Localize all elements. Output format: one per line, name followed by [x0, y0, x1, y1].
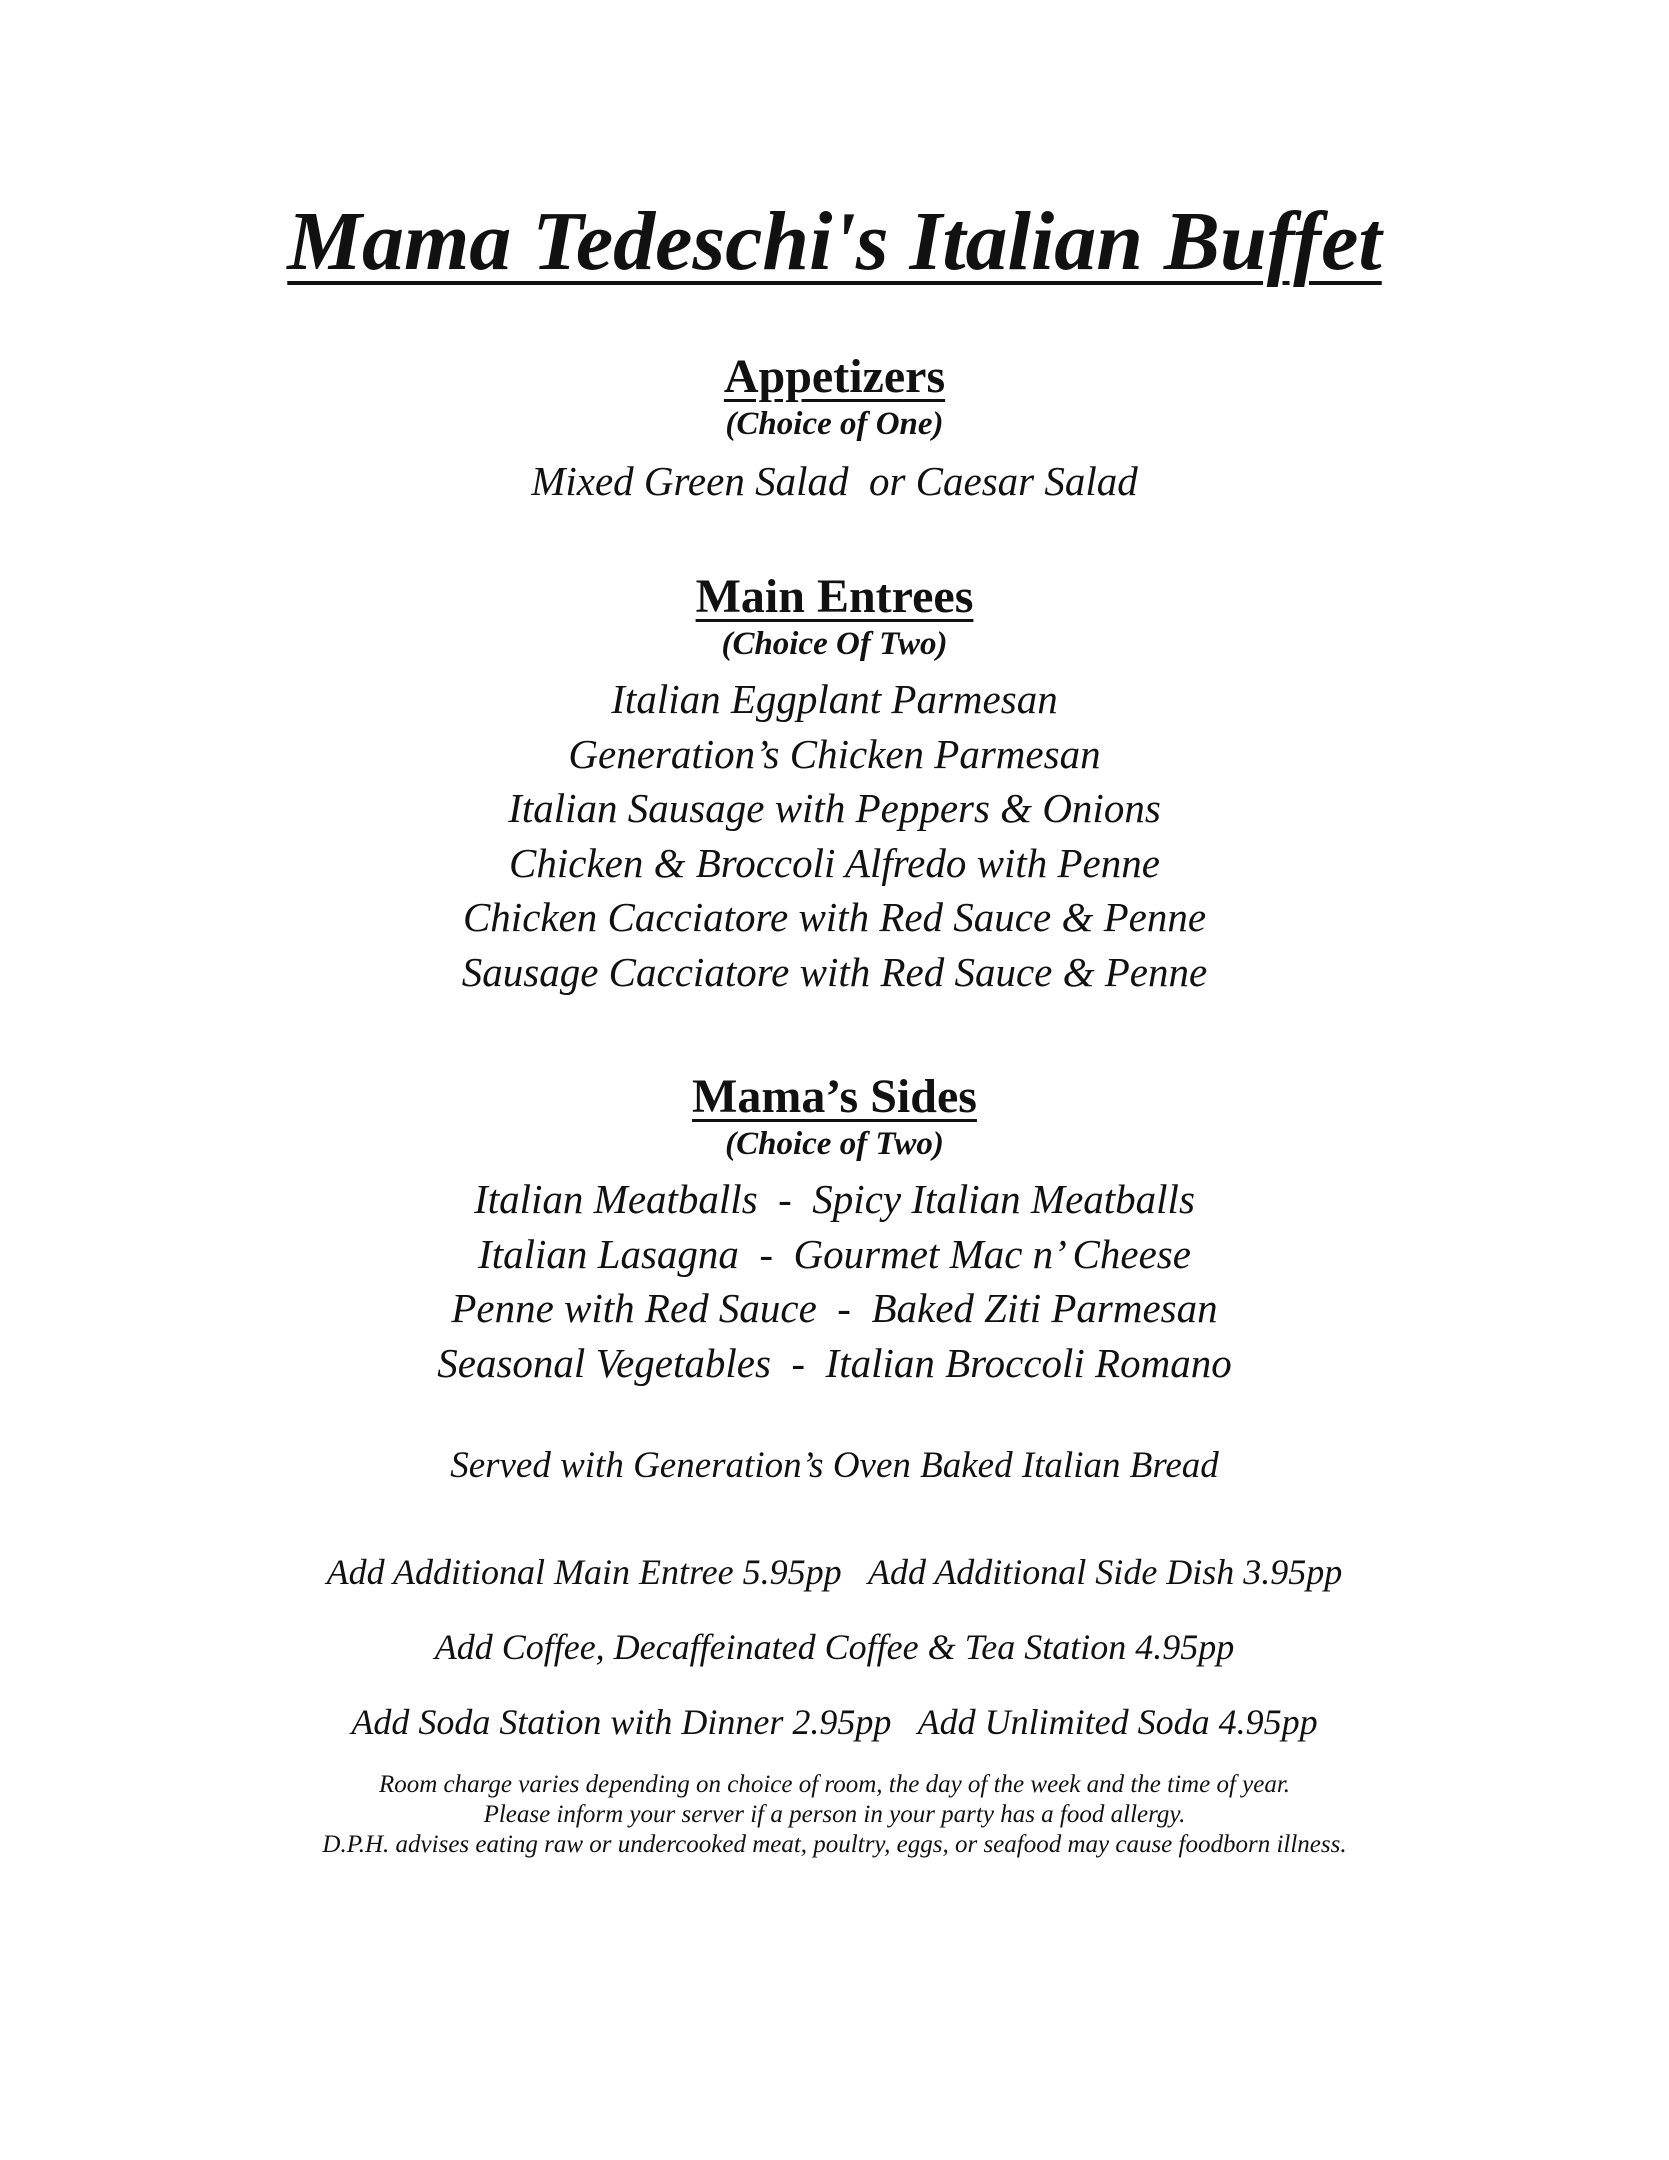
appetizers-list	[0, 454, 1669, 509]
entree-item: Chicken Cacciatore with Red Sauce & Penne	[462, 894, 1207, 940]
side-item: Italian Meatballs - Spicy Italian Meatballs	[474, 1176, 1195, 1222]
sides-section	[0, 1070, 1669, 1390]
entree-item: Chicken & Broccoli Alfredo with Penne	[509, 839, 1160, 886]
addon-item: Add Additional Main Entree 5.95pp Add Additional Side Dish 3.95pp	[326, 1552, 1343, 1592]
sides-list	[0, 1172, 1669, 1390]
entree-item: Generation’s Chicken Parmesan	[568, 730, 1101, 777]
side-item: Italian Lasagna - Gourmet Mac n’ Cheese	[478, 1230, 1191, 1277]
side-item: Penne with Red Sauce - Baked Ziti Parmesan	[451, 1285, 1218, 1331]
appetizers-heading: Appetizers	[723, 350, 946, 403]
disclaimer-list	[0, 1770, 1669, 1860]
addons-list	[0, 1535, 1669, 1760]
bread-note: Served with Generation’s Oven Baked Italian Bread	[450, 1445, 1219, 1486]
disclaimer-line: Please inform your server if a person in your party has a food allergy.	[483, 1801, 1186, 1828]
sides-subheading: (Choice of Two)	[725, 1126, 944, 1162]
disclaimer-line: Room charge varies depending on choice of room, the day of the week and the time of year.	[378, 1771, 1291, 1798]
side-item: Seasonal Vegetables - Italian Broccoli Romano	[437, 1339, 1232, 1386]
menu-title: Mama Tedeschi's Italian Buffet	[287, 195, 1382, 288]
appetizers-subheading: (Choice of One)	[725, 406, 944, 442]
disclaimer-line: D.P.H. advises eating raw or undercooked meat, poultry, eggs, or seafood may cause foodborn illness.	[322, 1831, 1347, 1858]
entree-item: Italian Eggplant Parmesan	[611, 676, 1058, 722]
entree-item: Sausage Cacciatore with Red Sauce & Penne	[461, 948, 1208, 995]
appetizer-item: Mixed Green Salad or Caesar Salad	[531, 458, 1138, 504]
entrees-subheading: (Choice Of Two)	[721, 626, 948, 662]
entree-item: Italian Sausage with Peppers & Onions	[508, 785, 1161, 831]
entrees-section	[0, 570, 1669, 999]
appetizers-section	[0, 350, 1669, 509]
addon-item: Add Soda Station with Dinner 2.95pp Add Unlimited Soda 4.95pp	[351, 1702, 1318, 1742]
sides-heading: Mama’s Sides	[692, 1070, 977, 1123]
entrees-heading: Main Entrees	[695, 570, 974, 623]
addon-item: Add Coffee, Decaffeinated Coffee & Tea Station 4.95pp	[434, 1627, 1235, 1667]
entrees-list	[0, 672, 1669, 999]
